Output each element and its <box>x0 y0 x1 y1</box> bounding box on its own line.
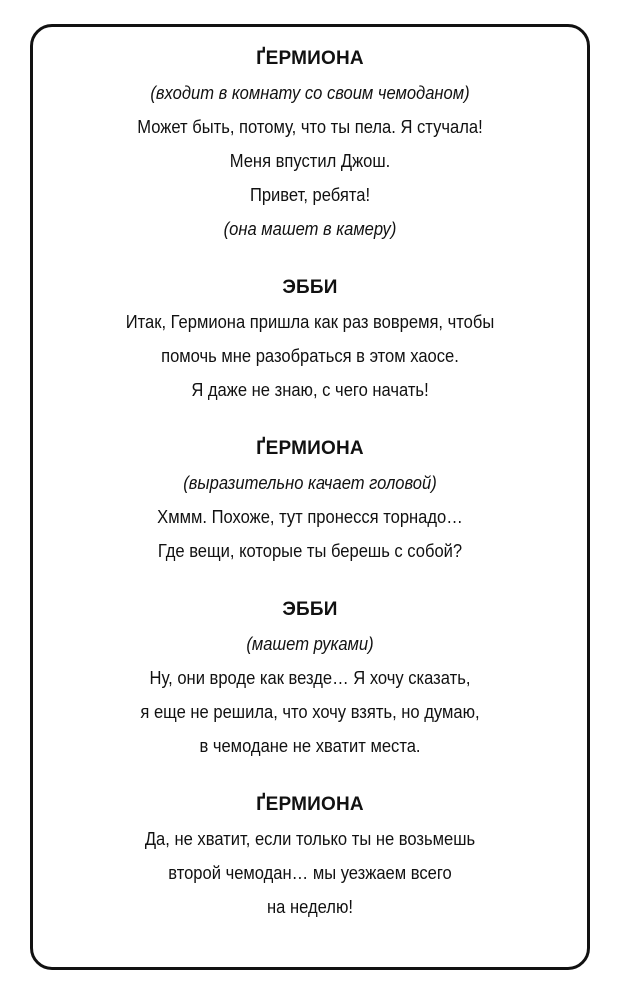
speaker-name: ҐЕРМИОНА <box>256 48 364 69</box>
dialogue-line: на неделю! <box>267 897 353 917</box>
speaker-name: ҐЕРМИОНА <box>256 794 364 815</box>
dialogue-block <box>30 271 590 407</box>
dialogue-block <box>30 42 590 246</box>
dialogue-line: Итак, Гермиона пришла как раз вовремя, чтобы <box>125 312 495 332</box>
dialogue-line: Привет, ребята! <box>249 185 371 205</box>
speaker-name: ҐЕРМИОНА <box>256 438 364 459</box>
dialogue-line: в чемодане не хватит места. <box>199 736 421 756</box>
speaker-name: ЭББИ <box>282 599 338 620</box>
dialogue-line: Меня впустил Джош. <box>229 151 391 171</box>
dialogue-line: Где вещи, которые ты берешь с собой? <box>157 541 463 561</box>
script-dialogue <box>30 42 590 949</box>
stage-direction: (она машет в камеру) <box>223 219 397 239</box>
stage-direction: (выразительно качает головой) <box>183 473 437 493</box>
stage-direction: (машет руками) <box>246 634 374 654</box>
dialogue-line: Ну, они вроде как везде… Я хочу сказать, <box>149 668 471 688</box>
dialogue-block <box>30 788 590 924</box>
dialogue-block <box>30 593 590 763</box>
dialogue-line: Да, не хватит, если только ты не возьмешь <box>144 829 476 849</box>
speaker-name: ЭББИ <box>282 277 338 298</box>
dialogue-line: Хммм. Похоже, тут пронесся торнадо… <box>157 507 463 527</box>
dialogue-block <box>30 432 590 568</box>
dialogue-line: Я даже не знаю, с чего начать! <box>191 380 429 400</box>
stage-direction: (входит в комнату со своим чемоданом) <box>150 83 470 103</box>
dialogue-line: Может быть, потому, что ты пела. Я стучала! <box>137 117 483 137</box>
dialogue-line: помочь мне разобраться в этом хаосе. <box>161 346 459 366</box>
dialogue-line: второй чемодан… мы уезжаем всего <box>168 863 452 883</box>
dialogue-line: я еще не решила, что хочу взять, но думаю, <box>140 702 480 722</box>
